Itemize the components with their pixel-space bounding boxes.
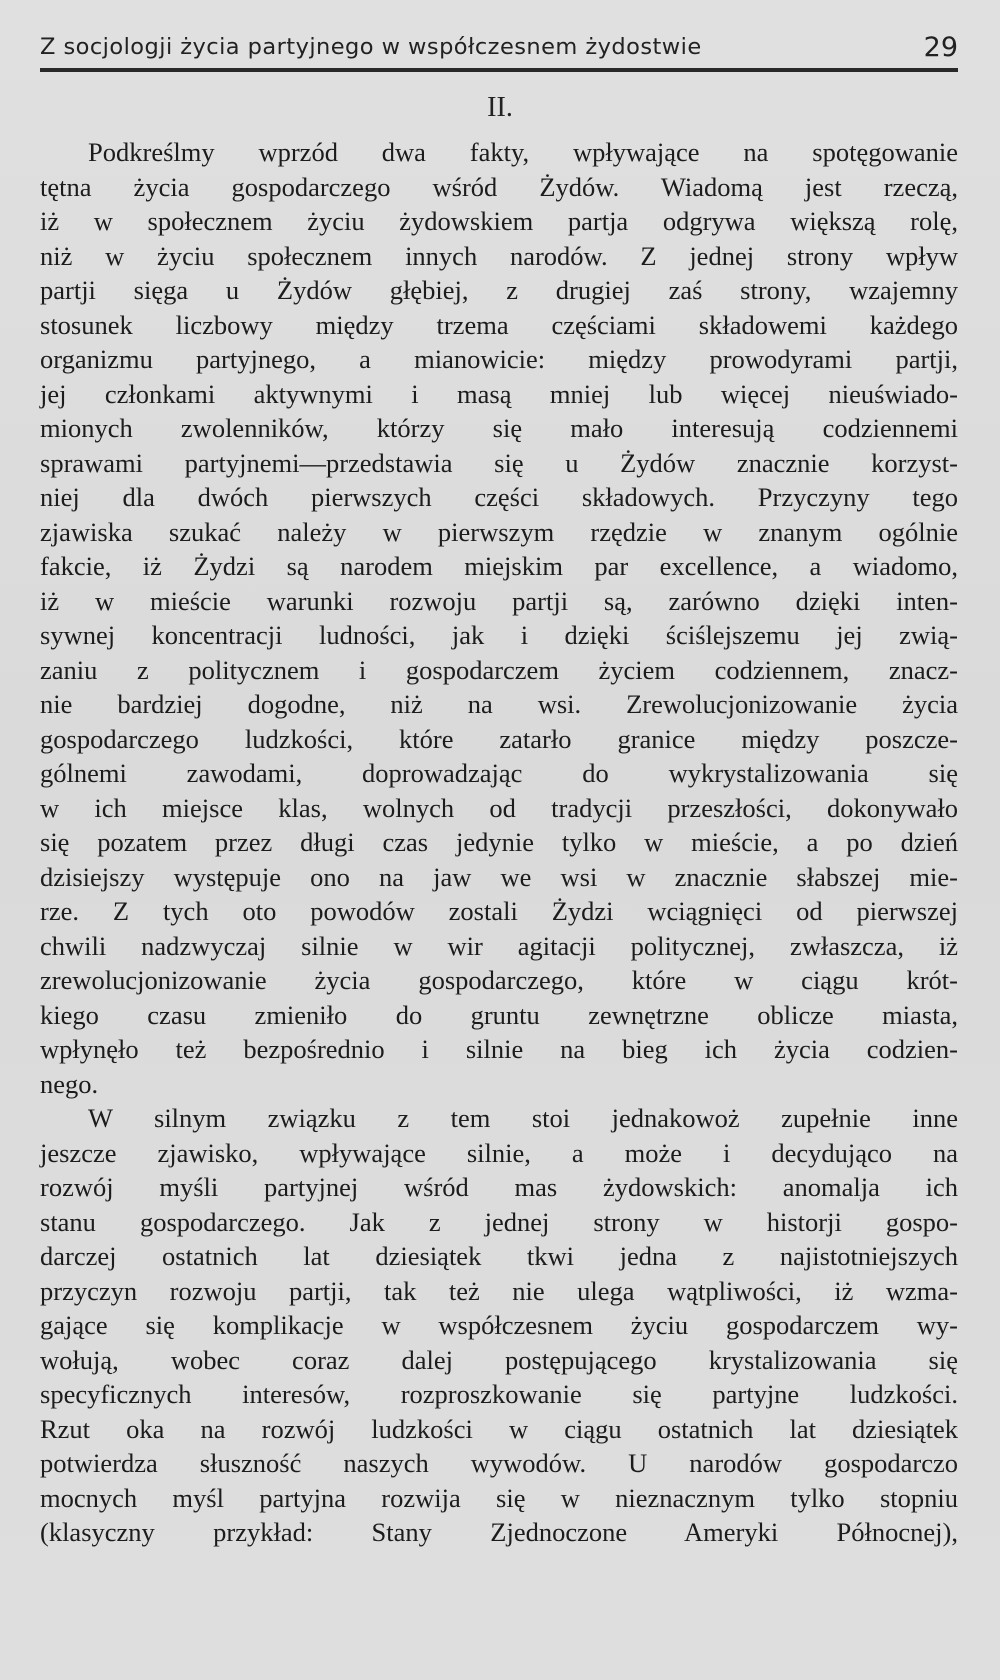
text-line: iż w społecznem życiu żydowskiem partja odgrywa większą rolę, bbox=[40, 206, 958, 236]
text-line: wpłynęło też bezpośrednio i silnie na bieg ich życia codzien- bbox=[40, 1034, 958, 1064]
text-line: nego. bbox=[40, 1068, 99, 1099]
text-line: potwierdza słuszność naszych wywodów. U narodów gospodarczo bbox=[40, 1448, 958, 1478]
text-line: dzisiejszy występuje ono na jaw we wsi w znacznie słabszej mie- bbox=[40, 861, 958, 892]
text-line: darczej ostatnich lat dziesiątek tkwi jedna z najistotniejszych bbox=[40, 1241, 958, 1271]
paragraph-1 bbox=[40, 135, 958, 1101]
text-line: gające się komplikacje w współczesnem życiu gospodarczem wy- bbox=[40, 1310, 958, 1340]
running-title: Z socjologji życia partyjnego w współczesnem żydostwie bbox=[40, 34, 702, 60]
section-number: II. bbox=[487, 92, 513, 123]
text-line: niej dla dwóch pierwszych części składowych. Przyczyny tego bbox=[40, 482, 958, 512]
text-line: sywnej koncentracji ludności, jak i dzięki ściślejszemu jej zwią- bbox=[40, 620, 958, 650]
text-line: stosunek liczbowy między trzema częściami składowemi każdego bbox=[40, 309, 958, 340]
text-line: nie bardziej dogodne, niż na wsi. Zrewolucjonizowanie życia bbox=[40, 689, 958, 719]
text-line: mionych zwolenników, którzy się mało interesują codziennemi bbox=[40, 413, 958, 443]
text-line: przyczyn rozwoju partji, tak też nie ulega wątpliwości, iż wzma- bbox=[40, 1275, 958, 1306]
text-line: Podkreślmy wprzód dwa fakty, wpływające na spotęgowanie bbox=[88, 137, 958, 167]
text-line: niż w życiu społecznem innych narodów. Z jednej strony wpływ bbox=[40, 240, 958, 271]
text-line: (klasyczny przykład: Stany Zjednoczone Ameryki Północnej), bbox=[40, 1517, 958, 1547]
text-line: jeszcze zjawisko, wpływające silnie, a może i decydująco na bbox=[40, 1137, 958, 1168]
text-line: stanu gospodarczego. Jak z jednej strony w historji gospo- bbox=[40, 1206, 958, 1237]
page-number: 29 bbox=[923, 32, 958, 63]
header-rule bbox=[40, 68, 958, 72]
body-text bbox=[40, 135, 958, 1550]
text-line: organizmu partyjnego, a mianowicie: między prowodyrami partji, bbox=[40, 344, 958, 374]
text-line: się pozatem przez długi czas jedynie tylko w mieście, a po dzień bbox=[40, 827, 958, 857]
text-line: specyficznych interesów, rozproszkowanie się partyjne ludzkości. bbox=[40, 1379, 958, 1409]
text-line: mocnych myśl partyjna rozwija się w nieznacznym tylko stopniu bbox=[40, 1482, 958, 1513]
text-line: rze. Z tych oto powodów zostali Żydzi wciągnięci od pierwszej bbox=[40, 896, 958, 926]
text-line: tętna życia gospodarczego wśród Żydów. Wiadomą jest rzeczą, bbox=[40, 171, 958, 202]
text-line: rozwój myśli partyjnej wśród mas żydowskich: anomalja ich bbox=[40, 1172, 958, 1202]
text-line: zjawiska szukać należy w pierwszym rzędzie w znanym ogólnie bbox=[40, 516, 958, 547]
text-line: zrewolucjonizowanie życia gospodarczego, które w ciągu krót- bbox=[40, 965, 958, 995]
text-line: partji sięga u Żydów głębiej, z drugiej zaś strony, wzajemny bbox=[40, 275, 958, 305]
paragraph-2 bbox=[40, 1101, 958, 1550]
text-line: jej członkami aktywnymi i masą mniej lub więcej nieuświado- bbox=[40, 378, 958, 409]
text-line: zaniu z politycznem i gospodarczem życiem codziennem, znacz- bbox=[40, 654, 958, 685]
text-line: fakcie, iż Żydzi są narodem miejskim par excellence, a wiadomo, bbox=[40, 551, 958, 581]
text-line: gólnemi zawodami, doprowadzając do wykrystalizowania się bbox=[40, 758, 958, 788]
text-line: w ich miejsce klas, wolnych od tradycji przeszłości, dokonywało bbox=[40, 792, 958, 823]
text-line: sprawami partyjnemi—przedstawia się u Żydów znacznie korzyst- bbox=[40, 447, 958, 478]
text-line: chwili nadzwyczaj silnie w wir agitacji politycznej, zwłaszcza, iż bbox=[40, 930, 958, 961]
text-line: iż w mieście warunki rozwoju partji są, zarówno dzięki inten- bbox=[40, 585, 958, 616]
running-head bbox=[40, 32, 958, 68]
text-line: Rzut oka na rozwój ludzkości w ciągu ostatnich lat dziesiątek bbox=[40, 1413, 958, 1444]
text-line: gospodarczego ludzkości, które zatarło granice między poszcze- bbox=[40, 723, 958, 754]
text-line: W silnym związku z tem stoi jednakowoż zupełnie inne bbox=[88, 1103, 958, 1133]
text-line: wołują, wobec coraz dalej postępującego krystalizowania się bbox=[40, 1344, 958, 1375]
text-line: kiego czasu zmieniło do gruntu zewnętrzne oblicze miasta, bbox=[40, 999, 958, 1030]
